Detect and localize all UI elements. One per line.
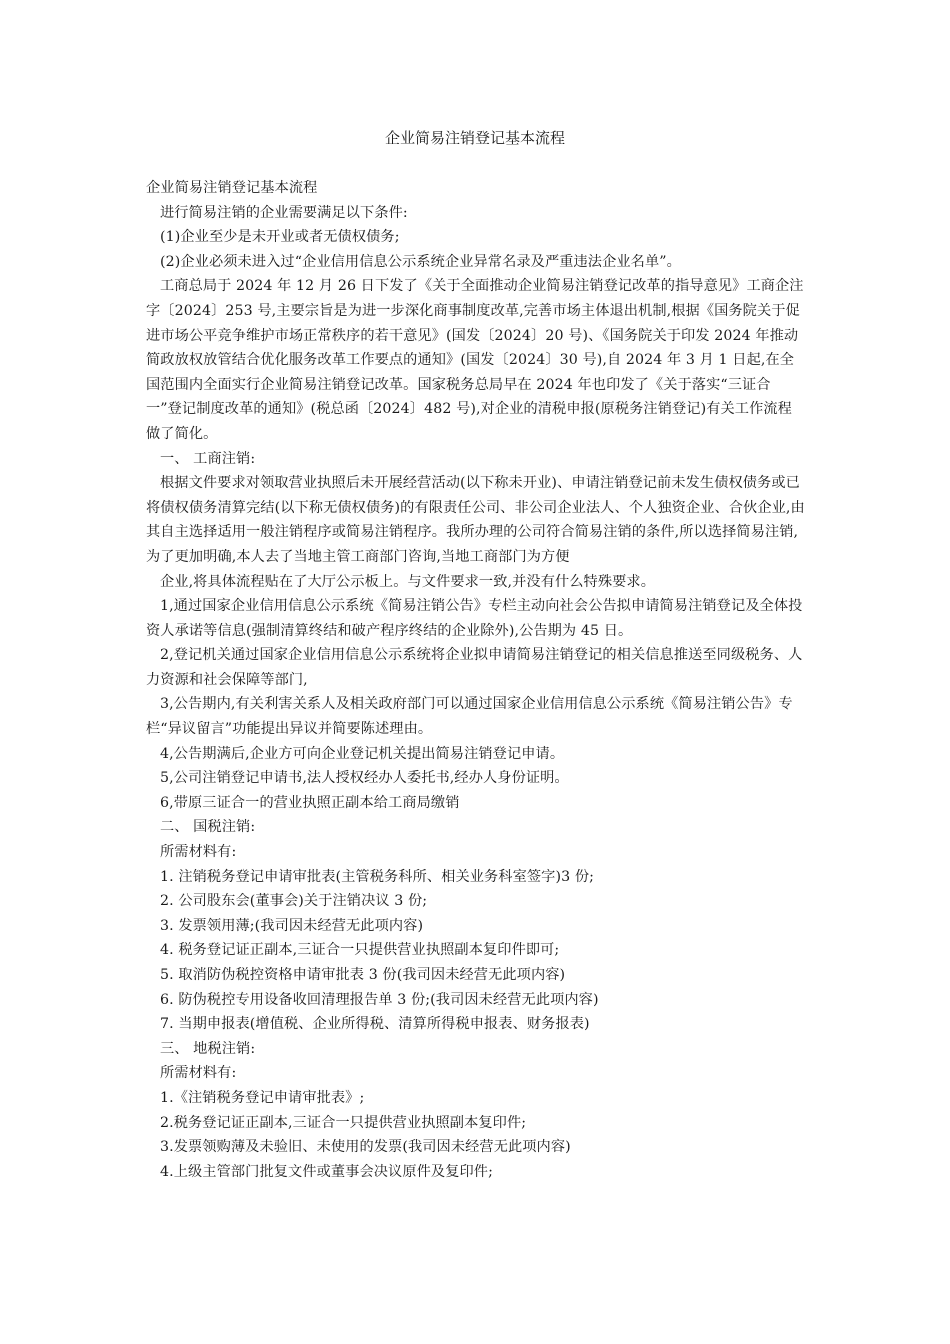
body-paragraph: 一、 工商注销: [160, 450, 256, 467]
body-paragraph: 进行简易注销的企业需要满足以下条件: [160, 204, 408, 221]
body-paragraph: 1.《注销税务登记申请审批表》; [160, 1089, 365, 1106]
body-paragraph: 根据文件要求对领取营业执照后未开展经营活动(以下称未开业)、申请注销登记前未发生债权债务或已将债权债务清算完结(以下称无债权债务)的有限责任公司、非公司企业法人、个人独资企业、合伙企业,由其自主选择适用一般注销程序或简易注销程序。我所办理的公司符合简易注销的条件,所以选择简易注销,为了更加明确,本人去了当地主管工商部门咨询,当地工商部门为方便 [146, 475, 805, 565]
body-paragraph: 1. 注销税务登记申请审批表(主管税务科所、相关业务科室签字)3 份; [160, 868, 594, 885]
body-paragraph: 所需材料有: [160, 844, 237, 861]
body-paragraph: 三、 地税注销: [160, 1040, 256, 1057]
body-paragraph: 5,公司注销登记申请书,法人授权经办人委托书,经办人身份证明。 [160, 770, 569, 787]
body-paragraph: 3. 发票领用薄;(我司因未经营无此项内容) [160, 917, 424, 934]
body-paragraph: 6. 防伪税控专用设备收回清理报告单 3 份;(我司因未经营无此项内容) [160, 991, 599, 1008]
body-paragraph: 2. 公司股东会(董事会)关于注销决议 3 份; [160, 893, 428, 910]
body-paragraph: 企业,将具体流程贴在了大厅公示板上。与文件要求一致,并没有什么特殊要求。 [160, 573, 655, 590]
document-body [146, 176, 806, 1184]
body-paragraph: 工商总局于 2024 年 12 月 26 日下发了《关于全面推动企业简易注销登记改革的指导意见》工商企注字〔2024〕253 号,主要宗旨是为进一步深化商事制度改革,完善市场主体退出机制,根据《国务院关于促进市场公平竞争维护市场正常秩序的若干意见》(国发〔2024〕20 号)、《国务院关于印发 2024 年推动简政放权放管结合优化服务改革工作要点的通知》(国发〔2024〕30 号),自 2024 年 3 月 1 日起,在全国范围内全面实行企业简易注销登记改革。国家税务总局早在 2024 年也印发了《关于落实“三证合一”登记制度改革的通知》(税总函〔2024〕482 号),对企业的清税申报(原税务注销登记)有关工作流程做了简化。 [146, 278, 804, 442]
body-paragraph: 所需材料有: [160, 1065, 237, 1082]
body-paragraph: 1,通过国家企业信用信息公示系统《简易注销公告》专栏主动向社会公告拟申请简易注销登记及全体投资人承诺等信息(强制清算终结和破产程序终结的企业除外),公告期为 45 日。 [146, 598, 803, 639]
body-paragraph: 2.税务登记证正副本,三证合一只提供营业执照副本复印件; [160, 1114, 527, 1131]
body-paragraph: (1)企业至少是未开业或者无债权债务; [160, 229, 400, 246]
body-paragraph: 3.发票领购薄及未验旧、未使用的发票(我司因未经营无此项内容) [160, 1139, 571, 1156]
body-paragraph: 二、 国税注销: [160, 819, 256, 836]
body-paragraph: 4.上级主管部门批复文件或董事会决议原件及复印件; [160, 1163, 493, 1180]
body-paragraph: 6,带原三证合一的营业执照正副本给工商局缴销 [160, 794, 460, 811]
body-paragraph: 3,公告期内,有关利害关系人及相关政府部门可以通过国家企业信用信息公示系统《简易注销公告》专栏“异议留言”功能提出异议并简要陈述理由。 [146, 696, 793, 738]
body-paragraph: 4,公告期满后,企业方可向企业登记机关提出简易注销登记申请。 [160, 745, 565, 762]
body-paragraph: 2,登记机关通过国家企业信用信息公示系统将企业拟申请简易注销登记的相关信息推送至同级税务、人力资源和社会保障等部门, [146, 647, 803, 688]
body-paragraph: 企业简易注销登记基本流程 [146, 180, 318, 196]
body-paragraph: 5. 取消防伪税控资格申请审批表 3 份(我司因未经营无此项内容) [160, 967, 566, 983]
body-paragraph: (2)企业必须未进入过“企业信用信息公示系统企业异常名录及严重违法企业名单”。 [160, 253, 681, 270]
body-paragraph: 4. 税务登记证正副本,三证合一只提供营业执照副本复印件即可; [160, 942, 560, 959]
body-paragraph: 7. 当期申报表(增值税、企业所得税、清算所得税申报表、财务报表) [160, 1016, 590, 1033]
page-title: 企业简易注销登记基本流程 [384, 129, 565, 147]
